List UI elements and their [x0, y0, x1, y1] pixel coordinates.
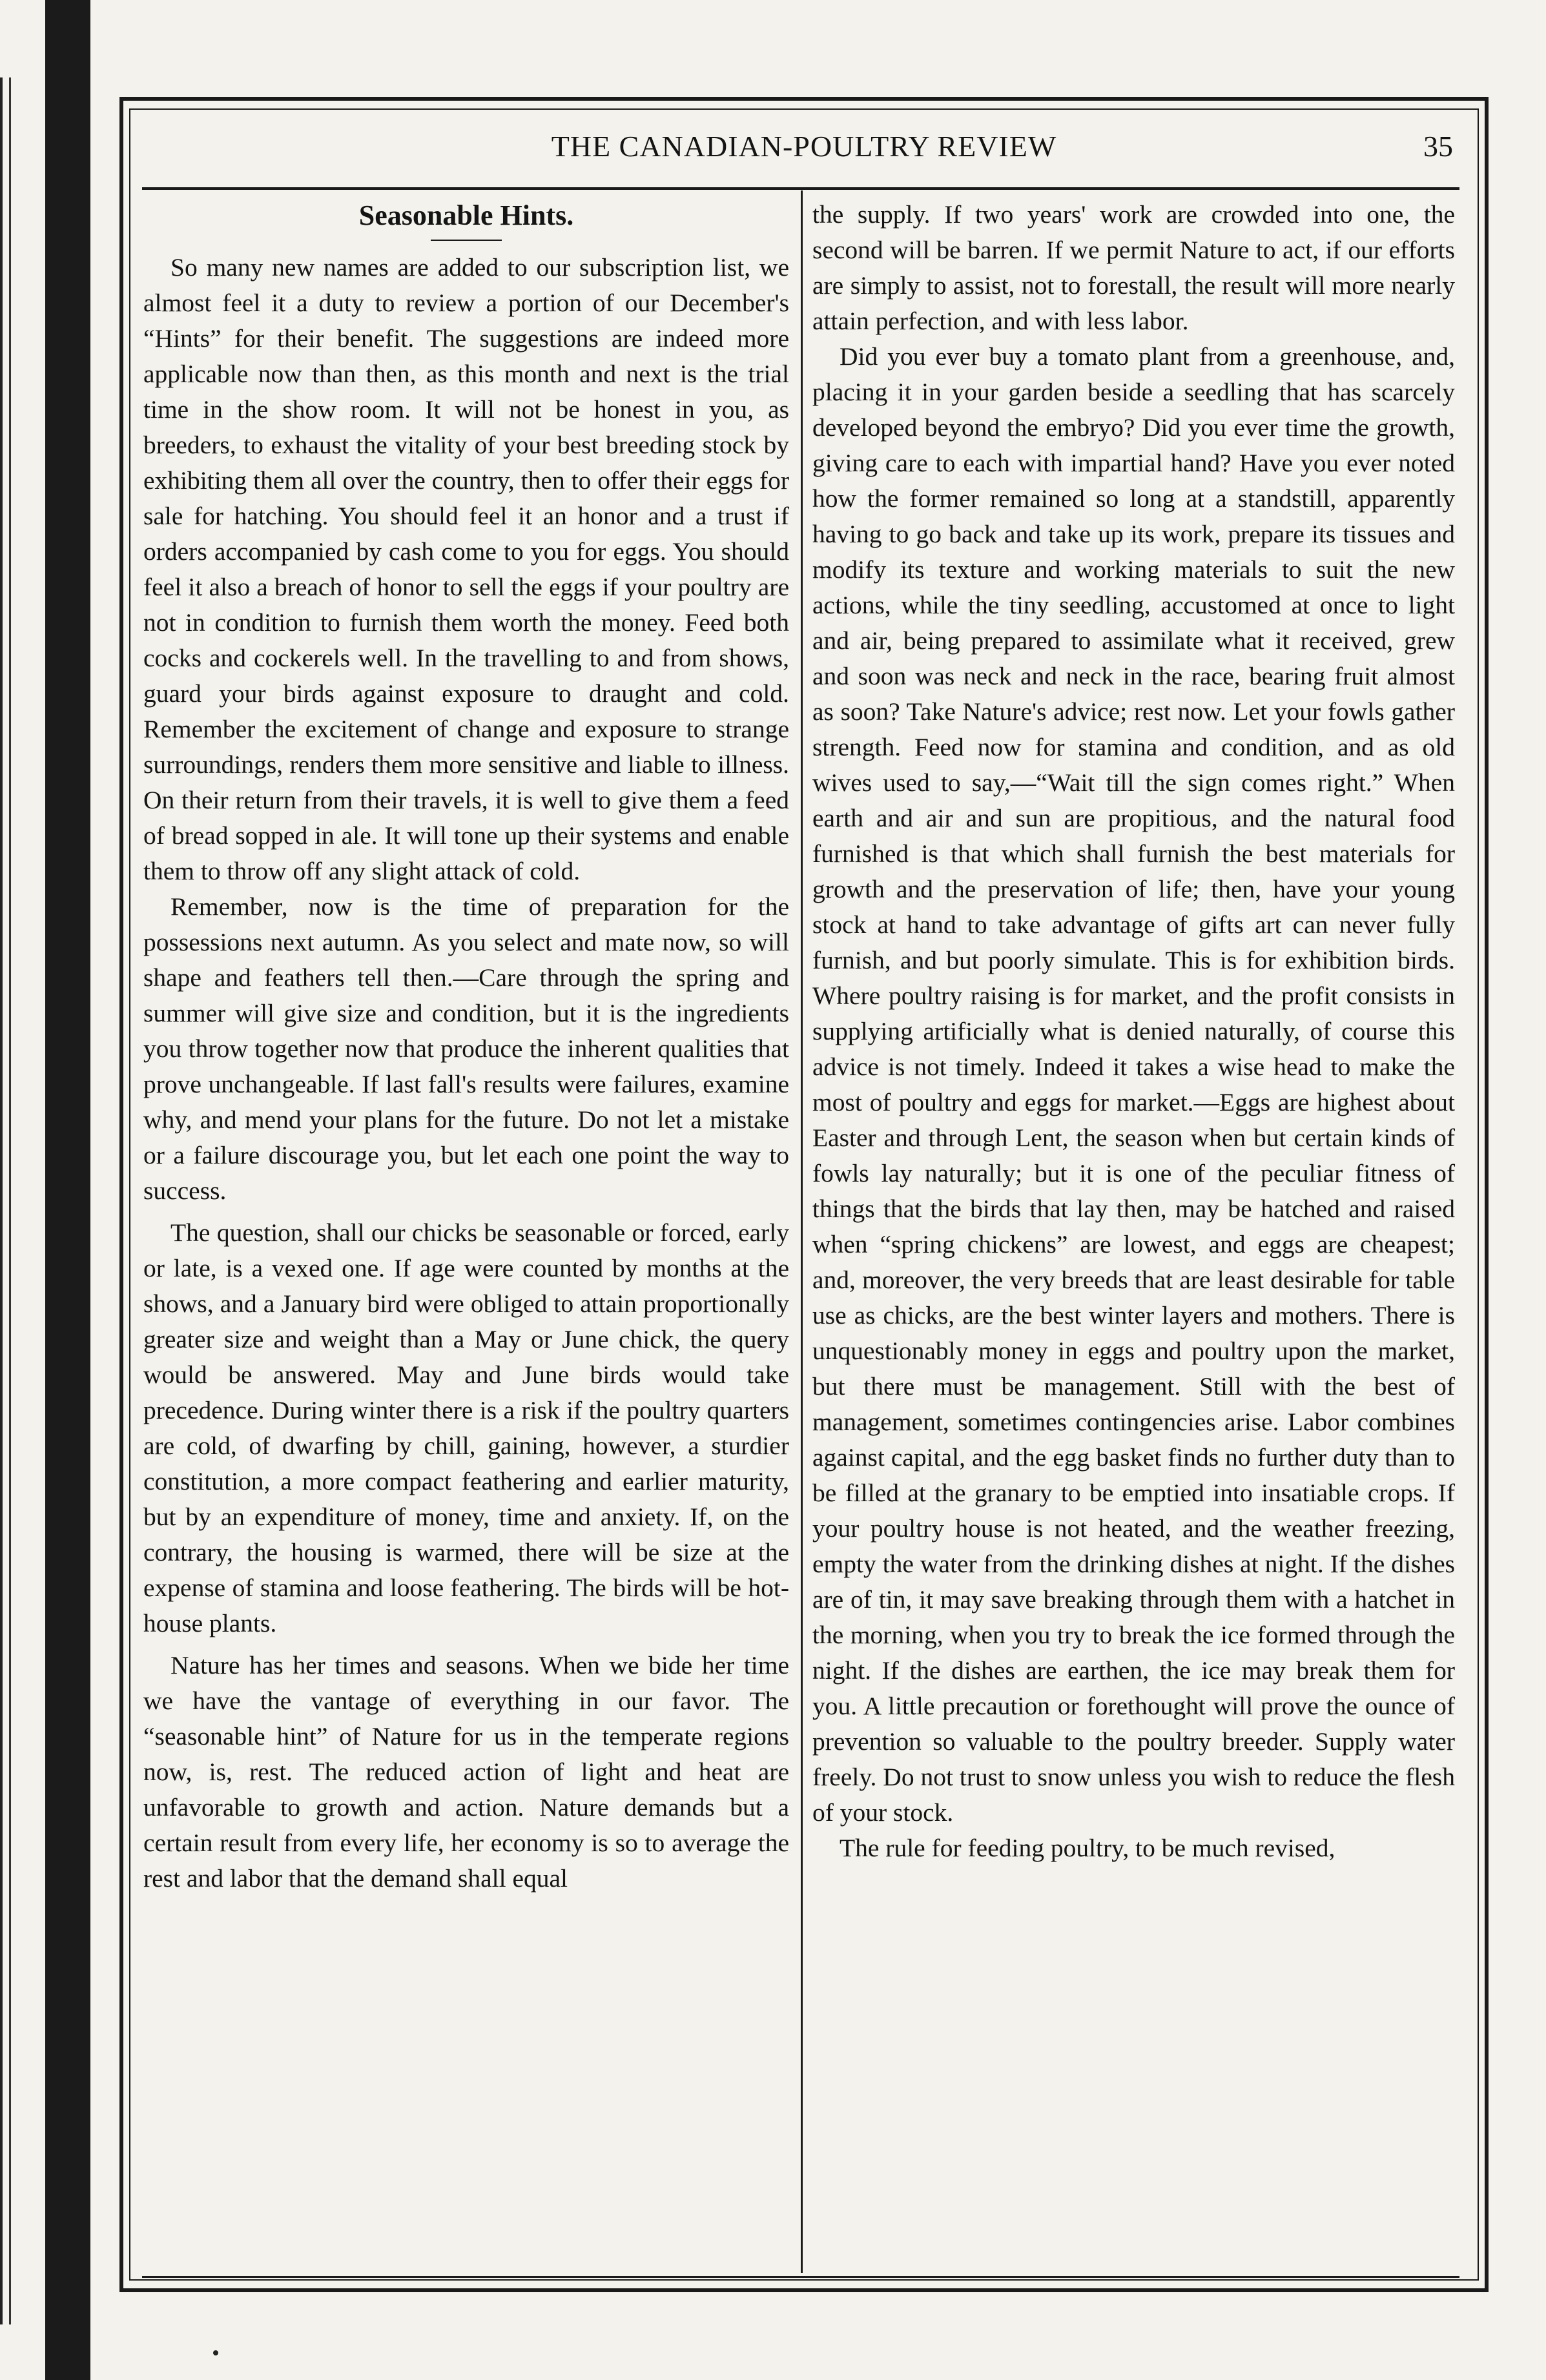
page-number: 35 [1423, 130, 1453, 163]
journal-title: THE CANADIAN-POULTRY REVIEW [551, 130, 1057, 163]
column-divider [801, 190, 803, 2273]
paragraph: So many new names are added to our subscription list, we almost feel it a duty to review a portion of our December's “Hints” for their benefit. The suggestions are indeed more applicable now than then, as this month and next is the trial time in the show room. It will not be honest in you, as breeders, to exhaust the vitality of your best breeding stock by exhibiting them all over the country, then to offer their eggs for sale for hatching. You should feel it an honor and a trust if orders accompanied by cash come to you for eggs. You should feel it also a breach of honor to sell the eggs if your poultry are not in condition to furnish them worth the money. Feed both cocks and cockerels well. In the travelling to and from shows, guard your birds against exposure to draught and cold. Remember the excitement of change and exposure to strange surroundings, renders them more sensitive and liable to illness. On their return from their travels, it is well to give them a feed of bread sopped in ale. It will tone up their systems and enable them to throw off any slight attack of cold. [143, 253, 789, 885]
paragraph: the supply. If two years' work are crowded into one, the second will be barren. If we permit Nature to act, if our efforts are simply to assist, not to forestall, the result will more nearly attain perfection, and with less labor. [812, 200, 1455, 335]
footer-rule [142, 2276, 1459, 2278]
binding-strip [45, 0, 90, 2380]
paragraph: The question, shall our chicks be seasonable or forced, early or late, is a vexed one. If age were counted by months at the shows, and a January bird were obliged to attain proportionally greater size and weight than a May or June chick, the query would be answered. May and June birds would take precedence. During winter there is a risk if the poultry quarters are cold, of dwarfing by chill, gaining, however, a sturdier constitution, a more compact feathering and earlier maturity, but by an expenditure of money, time and anxiety. If, on the contrary, the housing is warmed, there will be size at the expense of stamina and loose feathering. The birds will be hot-house plants. [143, 1218, 789, 1637]
right-column [812, 197, 1455, 1866]
page-edge [0, 77, 11, 2324]
paragraph: Nature has her times and seasons. When we bide her time we have the vantage of everything in our favor. The “seasonable hint” of Nature for us in the temperate regions now, is, rest. The reduced action of light and heat are unfavorable to growth and action. Nature demands but a certain result from every life, her economy is so to average the rest and labor that the demand shall equal [143, 1651, 789, 1893]
paragraph: Did you ever buy a tomato plant from a greenhouse, and, placing it in your garden beside a seedling that has scarcely developed beyond the embryo? Did you ever time the growth, giving care to each with impartial hand? Have you ever noted how the former remained so long at a standstill, apparently having to go back and take up its work, prepare its tissues and modify its texture and working materials to suit the new actions, while the tiny seedling, accustomed at once to light and air, being prepared to assimilate what it received, grew and soon was neck and neck in the race, bearing fruit almost as soon? Take Nature's advice; rest now. Let your fowls gather strength. Feed now for stamina and condition, and as old wives used to say,—“Wait till the sign comes right.” When earth and air and sun are propitious, and the natural food furnished is that which shall furnish the best materials for growth and the preservation of life; then, have your young stock at hand to take advantage of gifts art can never fully furnish, and but poorly simulate. This is for exhibition birds. Where poultry raising is for market, and the profit consists in supplying artificially what is denied naturally, of course this advice is not timely. Indeed it takes a wise head to make the most of poultry and eggs for market.—Eggs are highest about Easter and through Lent, the season when but certain kinds of fowls lay naturally; but it is one of the peculiar fitness of things that the birds that lay then, may be hatched and raised when “spring chickens” are lowest, and eggs are cheapest; and, moreover, the very breeds that are least desirable for table use as chicks, are the best winter layers and mothers. There is unquestionably money in eggs and poultry upon the market, but there must be management. Still with the best of management, sometimes contingencies arise. Labor combines against capital, and the egg basket finds no further duty than to be filled at the granary to be emptied into insatiable crops. If your poultry house is not heated, and the weather freezing, empty the water from the drinking dishes at night. If the dishes are of tin, it may save breaking through them with a hatchet in the morning, when you try to break the ice formed through the night. If the dishes are earthen, the ice may break them for you. A little precaution or forethought will prove the ounce of prevention so valuable to the poultry breeder. Supply water freely. Do not trust to snow unless you wish to reduce the flesh of your stock. [812, 342, 1455, 1827]
paragraph: Remember, now is the time of preparation for the possessions next autumn. As you select and mate now, so will shape and feathers tell then.—Care through the spring and summer will give size and condition, but it is the ingredients you throw together now that produce the inherent qualities that prove unchangeable. If last fall's results were failures, examine why, and mend your plans for the future. Do not let a mistake or a failure discourage you, but let each one point the way to success. [143, 892, 789, 1205]
running-header [129, 129, 1479, 174]
article-title: Seasonable Hints. [358, 200, 574, 231]
paragraph: The rule for feeding poultry, to be much revised, [840, 1834, 1335, 1862]
left-column [143, 197, 789, 1896]
title-rule [431, 240, 502, 241]
print-speck [213, 2350, 218, 2355]
header-rule [142, 187, 1459, 190]
